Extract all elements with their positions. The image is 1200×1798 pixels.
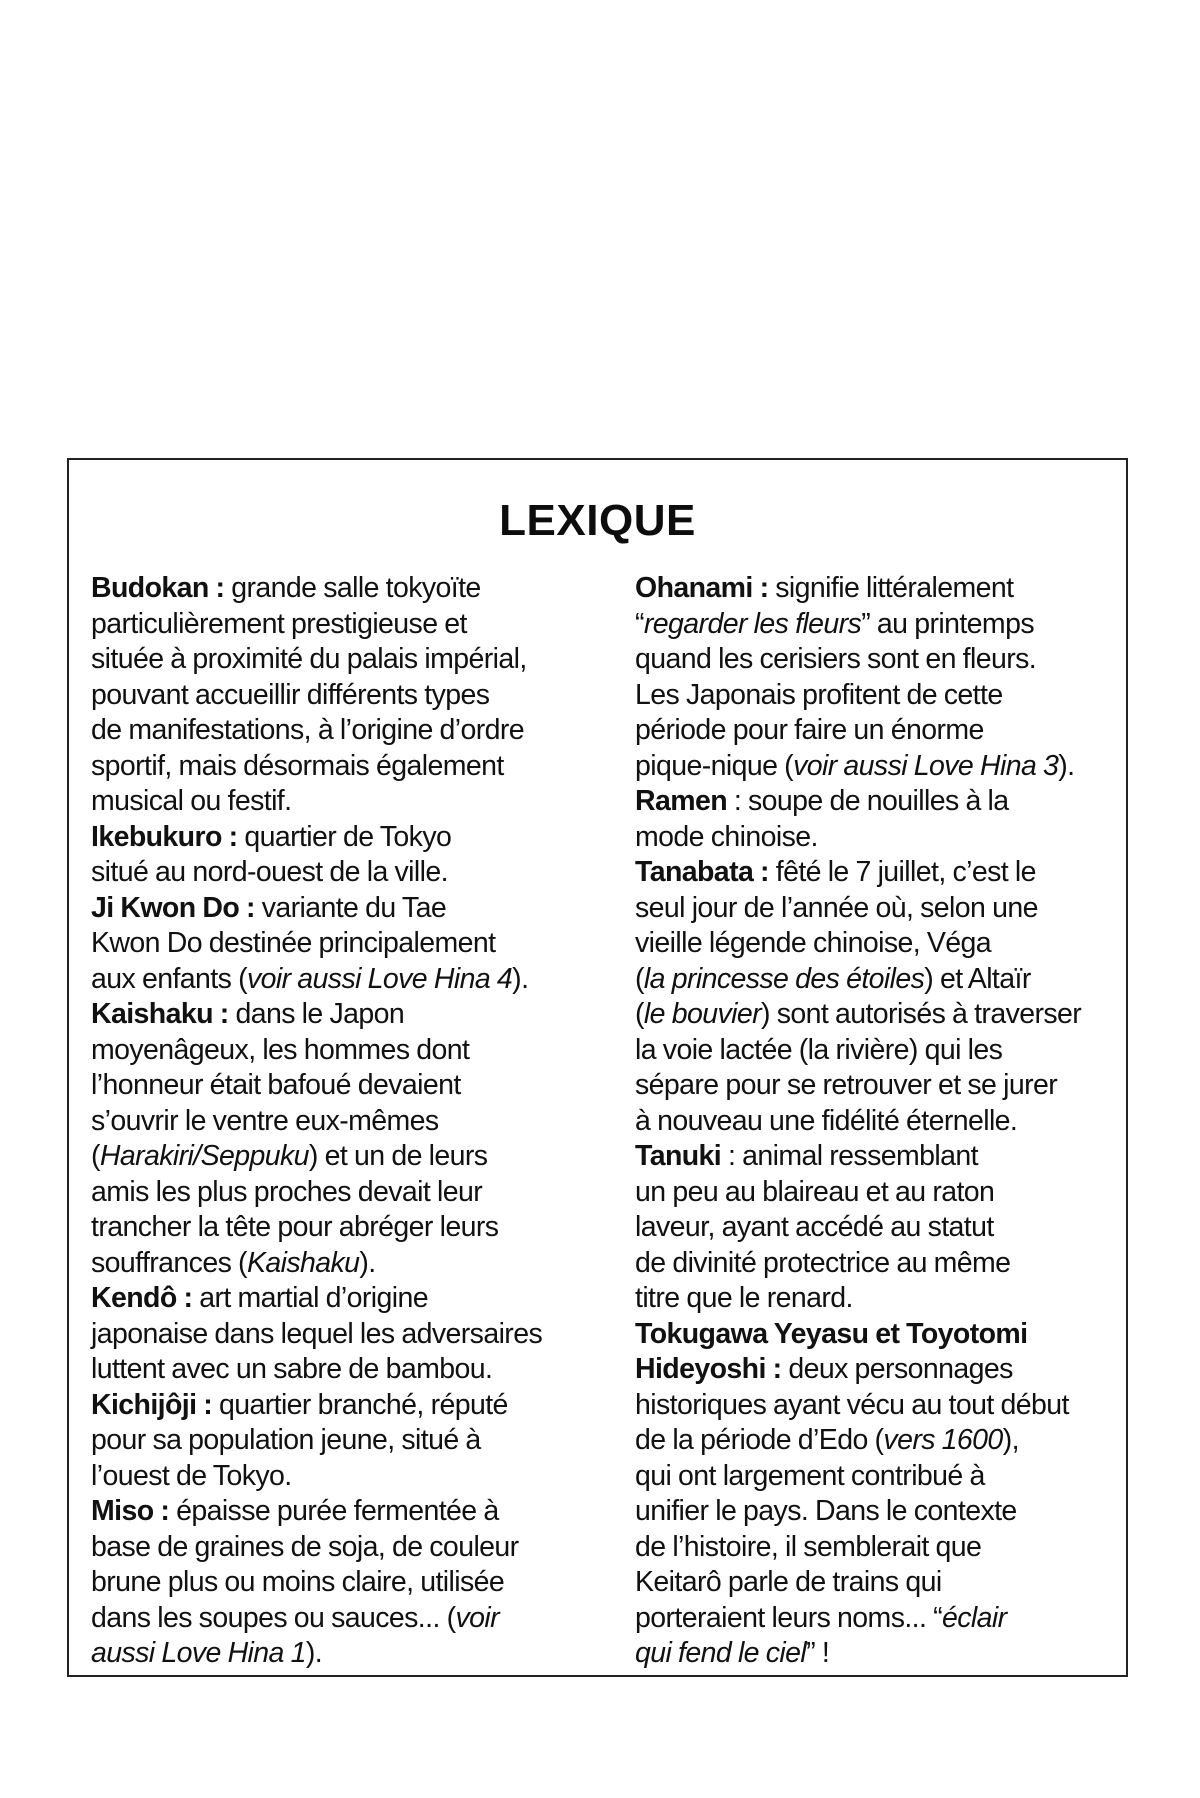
definition-text: variante du Tae — [261, 891, 447, 924]
definition-text: ” au printemps — [861, 607, 1034, 640]
definition-text: de la période d’Edo ( — [635, 1424, 884, 1456]
definition-text: l’honneur était bafoué devaient — [91, 1069, 461, 1101]
italic-text: vers 1600 — [883, 1424, 1003, 1456]
definition-text: grande salle tokyoïte — [231, 572, 481, 604]
entry-line — [635, 926, 1081, 962]
entry-line — [635, 1175, 1081, 1211]
entry-line — [91, 607, 542, 643]
definition-text: dans le Japon — [235, 998, 405, 1030]
term-separator: : — [196, 1388, 219, 1421]
definition-text: un peu au blaireau et au raton — [635, 1175, 995, 1208]
definition-text: qui ont largement contribué à — [635, 1459, 985, 1492]
entry-line — [91, 749, 542, 785]
definition-text: titre que le renard. — [635, 1282, 853, 1314]
entry-line — [91, 1068, 542, 1104]
glossary-entry — [635, 784, 1081, 855]
definition-text: s’ouvrir le ventre eux-mêmes — [91, 1104, 439, 1137]
entry-line — [635, 784, 1081, 820]
entry-line — [635, 713, 1081, 749]
definition-text: ” ! — [806, 1637, 830, 1669]
definition-text: quartier branché, réputé — [218, 1388, 508, 1421]
italic-text: éclair — [942, 1601, 1007, 1634]
entry-line — [635, 1033, 1081, 1069]
entry-line — [91, 855, 542, 891]
definition-text: Keitarô parle de trains qui — [635, 1566, 942, 1598]
italic-text: regarder les fleurs — [643, 607, 862, 640]
glossary-term: Miso — [91, 1495, 154, 1527]
entry-line — [635, 891, 1081, 927]
entry-line — [635, 1352, 1081, 1388]
definition-text: ), — [1002, 1424, 1019, 1456]
definition-text: “ — [635, 607, 644, 640]
definition-text: mode chinoise. — [635, 820, 818, 853]
definition-text: situé au nord-ouest de la ville. — [91, 856, 448, 888]
italic-text: aussi Love Hina 1 — [91, 1637, 306, 1669]
definition-text: historiques ayant vécu au tout début — [635, 1388, 1069, 1421]
glossary-term: Ji Kwon Do — [91, 891, 240, 924]
definition-text: la voie lactée (la rivière) qui les — [635, 1033, 1003, 1066]
italic-text: voir aussi Love Hina 3 — [793, 749, 1059, 782]
definition-text: pique-nique ( — [635, 749, 794, 782]
definition-text: deux personnages — [788, 1353, 1013, 1385]
definition-text: ( — [635, 962, 644, 995]
entry-line — [635, 1068, 1081, 1104]
glossary-entry — [635, 1139, 1081, 1317]
term-separator: : — [239, 891, 262, 924]
definition-text: à nouveau une fidélité éternelle. — [635, 1104, 1018, 1137]
definition-text: signifie littéralement — [775, 572, 1014, 604]
definition-text: souffrances ( — [91, 1246, 247, 1279]
definition-text: épaisse purée fermentée à — [176, 1495, 499, 1527]
definition-text: art martial d’origine — [199, 1282, 428, 1314]
entry-line — [91, 997, 542, 1033]
italic-text: voir — [455, 1601, 500, 1634]
glossary-term: Tanabata — [635, 856, 754, 888]
definition-text: base de graines de soja, de couleur — [91, 1530, 519, 1563]
entry-line — [635, 1530, 1081, 1566]
entry-line — [635, 1281, 1081, 1317]
glossary-term: Kichijôji — [91, 1388, 197, 1421]
glossary-entry — [91, 571, 542, 820]
entry-line — [635, 678, 1081, 714]
italic-text: Harakiri/Seppuku — [99, 1140, 309, 1172]
entry-line — [91, 1033, 542, 1069]
glossary-term: Tanuki — [635, 1140, 722, 1172]
term-separator: : — [721, 1140, 743, 1172]
definition-text: seul jour de l’année où, selon une — [635, 891, 1038, 924]
entry-line — [91, 1210, 542, 1246]
definition-text: particulièrement prestigieuse et — [91, 607, 467, 640]
entry-line — [91, 962, 542, 998]
glossary-entry — [91, 891, 542, 998]
definition-text: Les Japonais profitent de cette — [635, 678, 1003, 711]
italic-text: le bouvier — [643, 998, 761, 1030]
entry-line — [91, 1104, 542, 1140]
definition-text: ( — [91, 1140, 100, 1172]
entry-line — [635, 855, 1081, 891]
entry-line — [91, 1175, 542, 1211]
italic-text: voir aussi Love Hina 4 — [246, 962, 513, 995]
glossary-term: Kaishaku — [91, 998, 213, 1030]
entry-line — [91, 678, 542, 714]
term-separator: : — [212, 998, 236, 1030]
right-column — [635, 571, 1081, 1672]
entry-line — [635, 642, 1081, 678]
term-separator: : — [752, 572, 776, 604]
definition-text: trancher la tête pour abréger leurs — [91, 1211, 499, 1243]
definition-text: Kwon Do destinée principalement — [91, 927, 496, 959]
entry-line — [91, 891, 542, 927]
definition-text: de divinité protectrice au même — [635, 1246, 1011, 1279]
term-separator: : — [176, 1282, 200, 1314]
definition-text: laveur, ayant accédé au statut — [635, 1211, 994, 1243]
definition-text: ). — [359, 1246, 376, 1279]
entry-line — [91, 713, 542, 749]
definition-text: brune plus ou moins claire, utilisée — [91, 1566, 505, 1598]
glossary-entry — [91, 1281, 542, 1388]
glossary-entry — [635, 1317, 1081, 1672]
entry-line — [635, 1104, 1081, 1140]
glossary-entry — [635, 571, 1081, 784]
glossary-entry — [635, 855, 1081, 1139]
entry-line — [635, 607, 1081, 643]
entry-line — [91, 642, 542, 678]
italic-text: Kaishaku — [246, 1246, 360, 1279]
entry-line — [91, 1317, 542, 1353]
entry-line — [635, 1636, 1081, 1672]
term-separator: : — [221, 820, 245, 853]
definition-text: pouvant accueillir différents types — [91, 678, 490, 711]
definition-text: de l’histoire, il semblerait que — [635, 1530, 982, 1563]
term-separator: : — [753, 856, 776, 888]
entry-line — [91, 1601, 542, 1637]
definition-text: soupe de nouilles à la — [748, 785, 1009, 817]
entry-line — [91, 1139, 542, 1175]
definition-text: aux enfants ( — [91, 962, 247, 995]
entry-line — [91, 1494, 542, 1530]
definition-text: ). — [512, 962, 529, 995]
entry-line — [91, 1281, 542, 1317]
definition-text: unifier le pays. Dans le contexte — [635, 1495, 1017, 1527]
entry-line — [91, 1565, 542, 1601]
entry-line — [635, 1210, 1081, 1246]
glossary-entry — [91, 997, 542, 1281]
entry-line — [635, 1601, 1081, 1637]
glossary-term: Hideyoshi — [635, 1353, 766, 1385]
definition-text: sportif, mais désormais également — [91, 749, 504, 782]
definition-text: de manifestations, à l’origine d’ordre — [91, 714, 525, 746]
entry-line — [635, 997, 1081, 1033]
definition-text: amis les plus proches devait leur — [91, 1175, 483, 1208]
term-separator: : — [765, 1353, 789, 1385]
entry-line — [635, 1423, 1081, 1459]
definition-text: ). — [305, 1637, 323, 1669]
lexique-box — [67, 458, 1128, 1677]
entry-line — [91, 1352, 542, 1388]
definition-text: sépare pour se retrouver et se jurer — [635, 1069, 1058, 1101]
entry-line — [91, 1388, 542, 1424]
definition-text: l’ouest de Tokyo. — [91, 1459, 292, 1492]
entry-line — [635, 1139, 1081, 1175]
glossary-term: Kendô — [91, 1282, 177, 1314]
glossary-entry — [91, 1388, 542, 1495]
entry-line — [635, 571, 1081, 607]
entry-line — [635, 820, 1081, 856]
entry-line — [635, 1388, 1081, 1424]
entry-line — [91, 1423, 542, 1459]
entry-line — [635, 1565, 1081, 1601]
definition-text: vieille légende chinoise, Véga — [635, 927, 992, 959]
glossary-term: Ikebukuro — [91, 820, 222, 853]
definition-text: ) et un de leurs — [308, 1140, 488, 1172]
italic-text: qui fend le ciel — [635, 1637, 807, 1669]
definition-text: luttent avec un sabre de bambou. — [91, 1353, 493, 1385]
entry-line — [635, 1246, 1081, 1282]
definition-text: pour sa population jeune, situé à — [91, 1424, 481, 1456]
entry-line — [635, 1317, 1081, 1353]
definition-text: porteraient leurs noms... “ — [635, 1601, 943, 1634]
definition-text: japonaise dans lequel les adversaires — [91, 1317, 543, 1350]
term-separator: : — [153, 1495, 177, 1527]
definition-text: ) et Altaïr — [924, 962, 1031, 995]
entry-line — [91, 926, 542, 962]
definition-text: ( — [635, 998, 644, 1030]
italic-text: la princesse des étoiles — [643, 962, 925, 995]
entry-line — [91, 571, 542, 607]
entry-line — [91, 1636, 542, 1672]
definition-text: dans les soupes ou sauces... ( — [91, 1601, 456, 1634]
definition-text: moyenâgeux, les hommes dont — [91, 1033, 470, 1066]
definition-text: ). — [1058, 749, 1075, 782]
entry-line — [91, 1459, 542, 1495]
entry-line — [91, 784, 542, 820]
glossary-term: Tokugawa Yeyasu et Toyotomi — [635, 1317, 1028, 1350]
glossary-term: Budokan — [91, 572, 209, 604]
glossary-term: Ohanami — [635, 572, 753, 604]
entry-line — [635, 962, 1081, 998]
left-column — [91, 571, 542, 1672]
entry-line — [635, 1494, 1081, 1530]
glossary-entry — [91, 820, 542, 891]
definition-text: animal ressemblant — [742, 1140, 978, 1172]
entry-line — [91, 820, 542, 856]
definition-text: période pour faire un énorme — [635, 714, 984, 746]
definition-text: quand les cerisiers sont en fleurs. — [635, 643, 1037, 675]
page-title: LEXIQUE — [499, 496, 696, 545]
definition-text: située à proximité du palais impérial, — [91, 643, 527, 675]
entry-line — [91, 1530, 542, 1566]
definition-text: quartier de Tokyo — [244, 820, 452, 853]
entry-line — [91, 1246, 542, 1282]
term-separator: : — [727, 785, 749, 817]
definition-text: musical ou festif. — [91, 785, 292, 817]
definition-text: fêté le 7 juillet, c’est le — [775, 856, 1036, 888]
glossary-term: Ramen — [635, 785, 728, 817]
term-separator: : — [208, 572, 232, 604]
glossary-entry — [91, 1494, 542, 1672]
entry-line — [635, 1459, 1081, 1495]
definition-text: ) sont autorisés à traverser — [760, 998, 1082, 1030]
entry-line — [635, 749, 1081, 785]
